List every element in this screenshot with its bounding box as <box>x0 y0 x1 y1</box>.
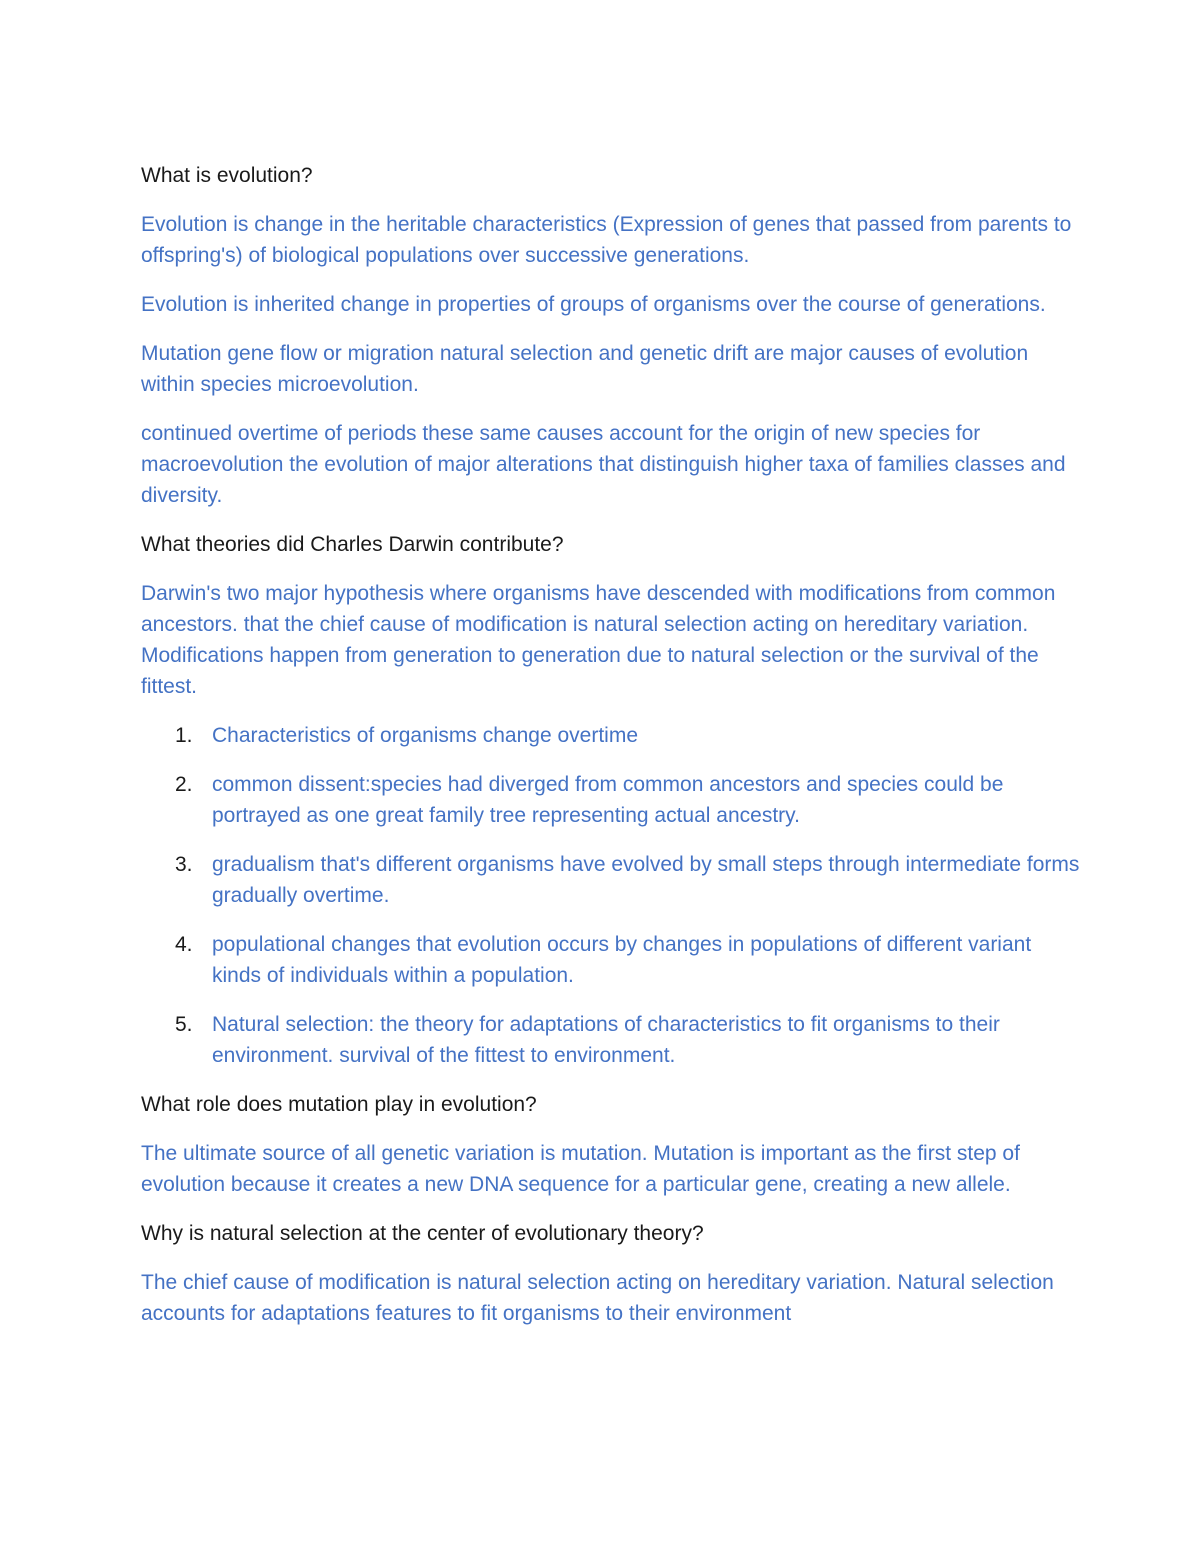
answer-paragraph: Darwin's two major hypothesis where organisms have descended with modifications from common ancestors. that the chief cause of modification is natural selection acting on hereditary variation. Modifications happen from generation to generation due to natural selection or the survival of the fittest. <box>141 582 1056 698</box>
list-item-text: populational changes that evolution occurs by changes in populations of different variant kinds of individuals within a population. <box>212 933 1032 987</box>
answer-paragraph: The ultimate source of all genetic variation is mutation. Mutation is important as the first step of evolution because it creates a new DNA sequence for a particular gene, creating a new allele. <box>141 1142 1020 1196</box>
list-item-number: 4. <box>175 933 193 956</box>
question-heading: What role does mutation play in evolution? <box>141 1093 537 1116</box>
list-item-number: 5. <box>175 1013 193 1036</box>
list-item-text: common dissent:species had diverged from common ancestors and species could be portrayed as one great family tree representing actual ancestry. <box>212 773 1004 827</box>
list-item-text: Natural selection: the theory for adaptations of characteristics to fit organisms to their environment. survival of the fittest to environment. <box>212 1013 1000 1067</box>
list-item-number: 1. <box>175 724 193 747</box>
list-item-number: 2. <box>175 773 193 796</box>
question-heading: What is evolution? <box>141 164 313 187</box>
question-heading: Why is natural selection at the center of evolutionary theory? <box>141 1222 704 1245</box>
list-item <box>141 849 1081 911</box>
list-item <box>141 929 1081 991</box>
document-page <box>141 160 1081 1347</box>
list-item <box>141 769 1081 831</box>
answer-paragraph: The chief cause of modification is natural selection acting on hereditary variation. Natural selection accounts for adaptations features to fit organisms to their environment <box>141 1271 1054 1325</box>
answer-paragraph: continued overtime of periods these same causes account for the origin of new species for macroevolution the evolution of major alterations that distinguish higher taxa of families classes and diversity. <box>141 422 1066 507</box>
answer-paragraph: Mutation gene flow or migration natural selection and genetic drift are major causes of evolution within species microevolution. <box>141 342 1029 396</box>
answer-paragraph: Evolution is change in the heritable characteristics (Expression of genes that passed from parents to offspring's) of biological populations over successive generations. <box>141 213 1072 267</box>
question-heading: What theories did Charles Darwin contribute? <box>141 533 564 556</box>
list-item-text: Characteristics of organisms change overtime <box>212 724 639 747</box>
list-item-number: 3. <box>175 853 193 876</box>
darwin-theories-list <box>141 720 1081 1071</box>
list-item <box>141 1009 1081 1071</box>
list-item-text: gradualism that's different organisms have evolved by small steps through intermediate forms gradually overtime. <box>212 853 1080 907</box>
answer-paragraph: Evolution is inherited change in properties of groups of organisms over the course of generations. <box>141 293 1046 316</box>
list-item <box>141 720 1081 751</box>
